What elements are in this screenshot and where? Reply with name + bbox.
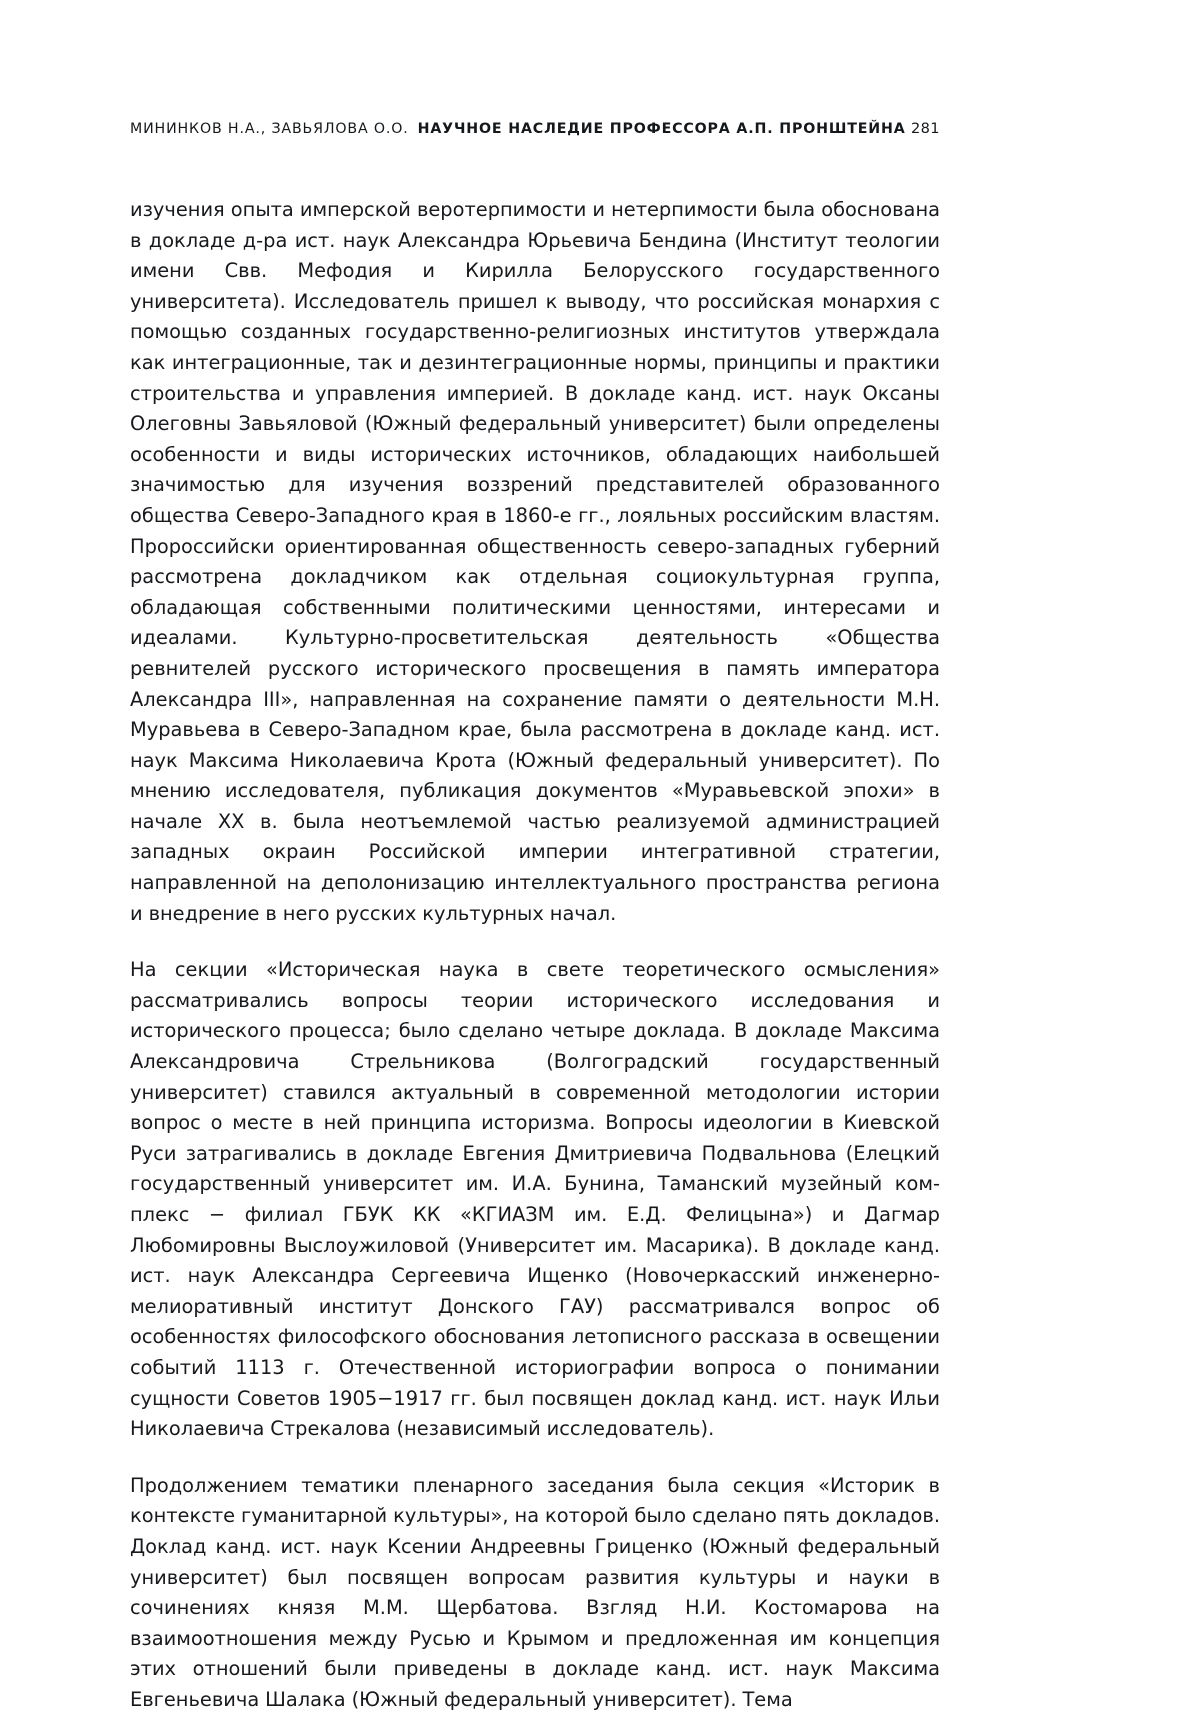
body-paragraph-1: изучения опыта имперской веротерпимости и нетерпимости была обоснована в докладе д-ра ист. наук Александра Юрьевича Бендина (Институт теологии имени Свв. Мефодия и Кирилла Белорусского государственного университета). Исследователь пришел к выводу, что российская монархия с помощью созданных государственно-религиозных институтов утверждала как интеграционные, так и дезинтеграционные нормы, принципы и практики строительства и управления империей. В докладе канд. ист. наук Оксаны Олеговны Завьяловой (Южный федеральный университет) были определены особенности и виды исторических источников, обладающих наибольшей значимостью для изучения воззрений представителей образованного общества Северо-Западного края в 1860-е гг., лояльных российским властям. Пророссийски ориентированная общественность северо-западных губерний рассмотрена докладчиком как отдельная социокультурная группа, обладающая собственными политическими ценностями, интересами и идеалами. Культурно-просветительская деятельность «Общества ревнителей русского исторического просвещения в память императора Александра III», направленная на сохранение памяти о деятельности М.Н. Муравьева в Северо-Западном крае, была рассмотрена в докладе канд. ист. наук Максима Николаевича Крота (Южный федеральный университет). По мнению исследователя, публикация документов «Муравьевской эпохи» в начале XX в. была неотъемлемой частью реализуемой администрацией западных окраин Российской империи интегративной стратегии, направленной на деполонизацию интеллектуального пространства региона и внедрение в него русских культурных начал. [130, 198, 940, 925]
running-head-title: НАУЧНОЕ НАСЛЕДИЕ ПРОФЕССОРА А.П. ПРОНШТЕЙНА [417, 121, 906, 137]
page-content [130, 120, 940, 1716]
body-paragraph-2: На секции «Историческая наука в свете теоретического осмысления» рассматривались вопросы теории исторического исследования и исторического процесса; было сделано четыре доклада. В докладе Максима Александровича Стрельникова (Волгоградский государственный университет) ставился актуальный в современной методологии истории вопрос о месте в ней принципа историзма. Вопросы идеологии в Киевской Руси затрагивались в докладе Евгения Дмитриевича Подвальнова (Елецкий государственный университет им. И.А. Бунина, Таманский музейный комплекс − филиал ГБУК КК «КГИАЗМ им. Е.Д. Фелицына») и Дагмар Любомировны Выслоужиловой (Университет им. Масарика). В докладе канд. ист. наук Александра Сергеевича Ищенко (Новочеркасский инженерно-мелиоративный институт Донского ГАУ) рассматривался вопрос об особенностях философского обоснования летописного рассказа в освещении событий 1113 г. Отечественной историографии вопроса о понимании сущности Советов 1905−1917 гг. был посвящен доклад канд. ист. наук Ильи Николаевича Стрекалова (независимый исследователь). [130, 958, 940, 1441]
body-paragraph-3: Продолжением тематики пленарного заседания была секция «Историк в контексте гуманитарной культуры», на которой было сделано пять докладов. Доклад канд. ист. наук Ксении Андреевны Гриценко (Южный федеральный университет) был посвящен вопросам развития культуры и науки в сочинениях князя М.М. Щербатова. Взгляд Н.И. Костомарова на взаимоотношения между Русью и Крымом и предложенная им концепция этих отношений были приведены в докладе канд. ист. наук Максима Евгеньевича Шалака (Южный федеральный университет). Тема [130, 1473, 940, 1711]
running-head-authors: МИНИНКОВ Н.А., ЗАВЬЯЛОВА О.О. [130, 121, 409, 137]
running-head [130, 120, 940, 137]
page-number: 281 [910, 120, 940, 137]
